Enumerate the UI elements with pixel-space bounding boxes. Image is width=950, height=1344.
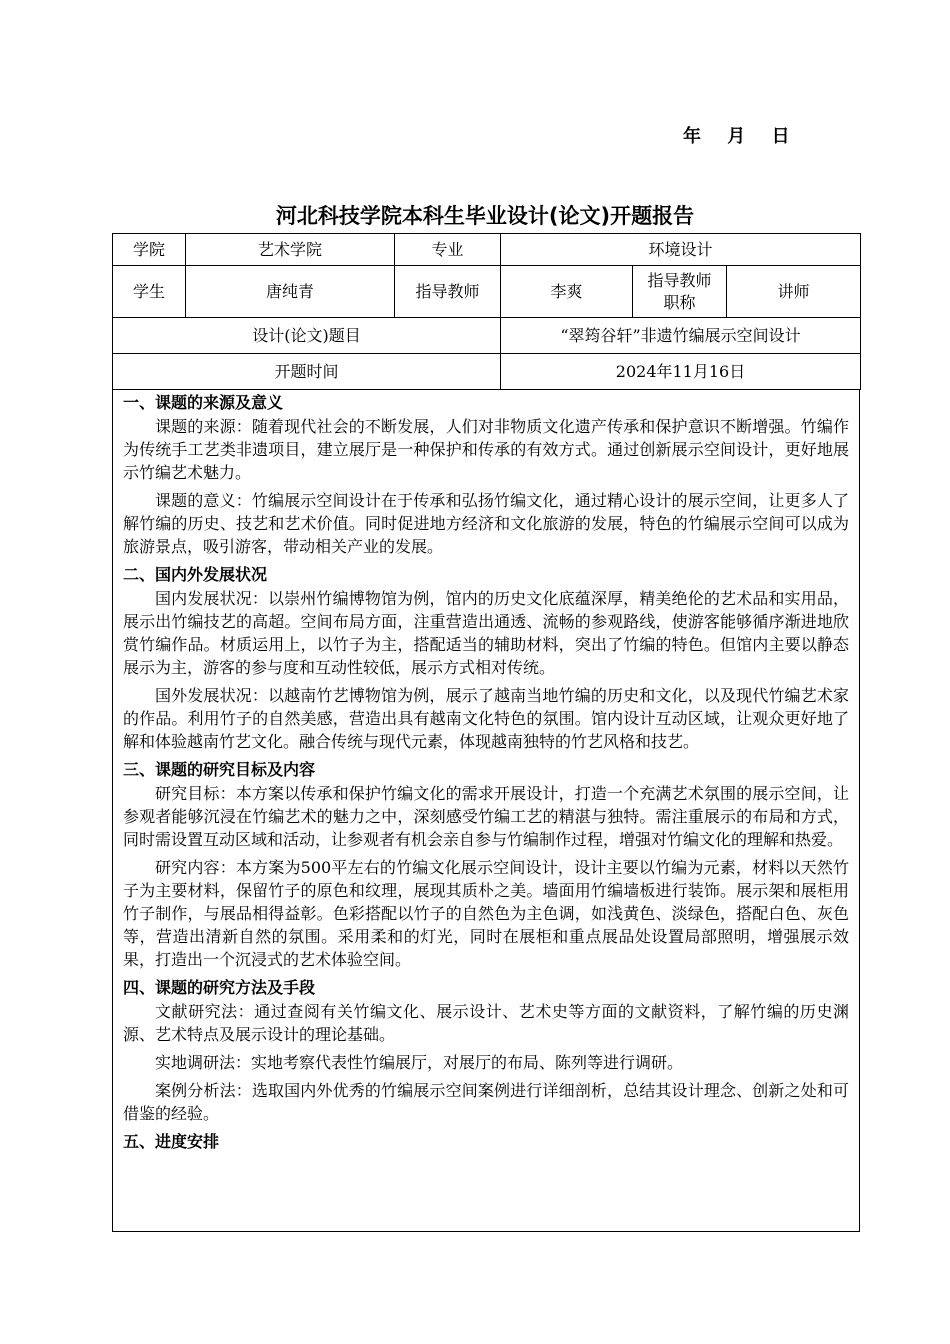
- major-value: 环境设计: [501, 234, 861, 266]
- date-month: 月: [727, 126, 747, 147]
- paragraph: 研究内容：本方案为500平左右的竹编文化展示空间设计，设计主要以竹编为元素，材料以天然竹子为主要材料，保留竹子的原色和纹理，展现其质朴之美。墙面用竹编墙板进行装饰。展示架和展柜用竹子制作，与展品相得益彰。色彩搭配以竹子的自然色为主色调，如浅黄色、淡绿色，搭配白色、灰色等，营造出清新自然的氛围。采用柔和的灯光，同时在展柜和重点展品处设置局部照明，增强展示效果，打造出一个沉浸式的艺术体验空间。: [123, 858, 849, 969]
- student-label: 学生: [113, 266, 186, 318]
- date-day: 日: [771, 126, 791, 147]
- report-content: [112, 389, 860, 1232]
- paragraph: 案例分析法：选取国内外优秀的竹编展示空间案例进行详细剖析，总结其设计理念、创新之处和可借鉴的经验。: [123, 1081, 849, 1123]
- paragraph: 文献研究法：通过查阅有关竹编文化、展示设计、艺术史等方面的文献资料，了解竹编的历史渊源、艺术特点及展示设计的理论基础。: [123, 1002, 849, 1044]
- topic-value: “翠筠谷轩”非遗竹编展示空间设计: [501, 318, 861, 354]
- advisor-title-value: 讲师: [727, 266, 861, 318]
- college-label: 学院: [113, 234, 186, 266]
- section-heading: 一、课题的来源及意义: [123, 393, 284, 412]
- opening-date-value: 2024年11月16日: [501, 354, 861, 390]
- section-heading: 三、课题的研究目标及内容: [123, 760, 316, 779]
- info-table: [112, 233, 861, 390]
- paragraph: 国内发展状况：以崇州竹编博物馆为例，馆内的历史文化底蕴深厚，精美绝伦的艺术品和实用品，展示出竹编技艺的高超。空间布局方面，注重营造出通透、流畅的参观路线，使游客能够循序渐进地欣赏竹编作品。材质运用上，以竹子为主，搭配适当的辅助材料，突出了竹编的特色。但馆内主要以静态展示为主，游客的参与度和互动性较低，展示方式相对传统。: [123, 589, 849, 677]
- opening-date-label: 开题时间: [113, 354, 501, 390]
- section-heading: 二、国内外发展状况: [123, 565, 268, 584]
- date-year: 年: [683, 126, 702, 147]
- section-heading: 四、课题的研究方法及手段: [123, 978, 316, 997]
- date-line: [683, 122, 809, 148]
- section-goals: [123, 758, 849, 971]
- paragraph: 课题的意义：竹编展示空间设计在于传承和弘扬竹编文化，通过精心设计的展示空间，让更多人了解竹编的历史、技艺和艺术价值。同时促进地方经济和文化旅游的发展，特色的竹编展示空间可以成为旅游景点，吸引游客，带动相关产业的发展。: [123, 491, 849, 556]
- section-source: [123, 391, 849, 558]
- paragraph: 国外发展状况：以越南竹艺博物馆为例，展示了越南当地竹编的历史和文化，以及现代竹编艺术家的作品。利用竹子的自然美感，营造出具有越南文化特色的氛围。馆内设计互动区域，让观众更好地了解和体验越南竹艺文化。融合传统与现代元素，体现越南独特的竹艺风格和技艺。: [123, 686, 849, 751]
- section-status: [123, 563, 849, 753]
- major-label: 专业: [395, 234, 501, 266]
- report-title: 河北科技学院本科生毕业设计(论文)开题报告: [275, 204, 695, 228]
- student-value: 唐纯青: [186, 266, 395, 318]
- advisor-title-label: 指导教师职称: [633, 266, 727, 318]
- section-heading: 五、进度安排: [123, 1132, 220, 1151]
- paragraph: 研究目标：本方案以传承和保护竹编文化的需求开展设计，打造一个充满艺术氛围的展示空间，让参观者能够沉浸在竹编艺术的魅力之中，深刻感受竹编工艺的精湛与独特。需注重展示的布局和方式，同时需设置互动区域和活动，让参观者有机会亲自参与竹编制作过程，增强对竹编文化的理解和热爱。: [123, 784, 849, 849]
- advisor-label: 指导教师: [395, 266, 501, 318]
- section-schedule: [123, 1130, 849, 1154]
- advisor-value: 李爽: [501, 266, 633, 318]
- topic-label: 设计(论文)题目: [113, 318, 501, 354]
- section-methods: [123, 976, 849, 1125]
- paragraph: 课题的来源：随着现代社会的不断发展，人们对非物质文化遗产传承和保护意识不断增强。竹编作为传统手工艺类非遗项目，建立展厅是一种保护和传承的有效方式。通过创新展示空间设计，更好地展示竹编艺术魅力。: [123, 417, 849, 482]
- paragraph: 实地调研法：实地考察代表性竹编展厅，对展厅的布局、陈列等进行调研。: [155, 1053, 684, 1072]
- college-value: 艺术学院: [186, 234, 395, 266]
